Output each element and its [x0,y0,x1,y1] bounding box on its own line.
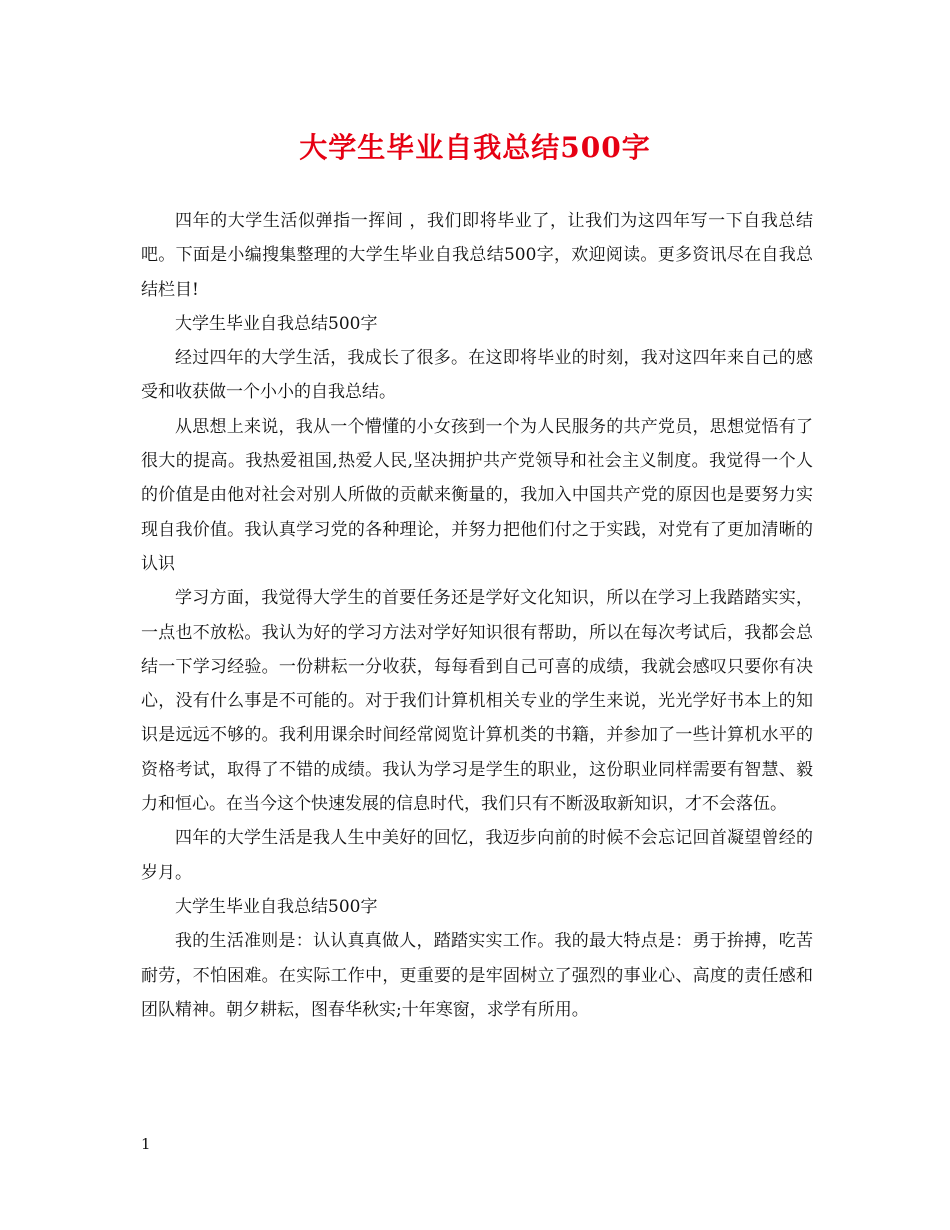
document-title: 大学生毕业自我总结500字 [299,131,651,164]
document-body [141,204,813,1027]
paragraph-life-principle: 我的生活准则是：认认真真做人，踏踏实实工作。我的最大特点是：勇于拚搏，吃苦耐劳，不怕困难。在实际工作中，更重要的是牢固树立了强烈的事业心、高度的责任感和团队精神。朝夕耕耘，图春华秋实;十年寒窗，求学有所用。 [141,931,813,1020]
section-heading: 大学生毕业自我总结500字 [175,313,378,334]
section-heading: 大学生毕业自我总结500字 [175,896,378,917]
paragraph-ideology: 从思想上来说，我从一个懵懂的小女孩到一个为人民服务的共产党员，思想觉悟有了很大的提高。我热爱祖国,热爱人民,坚决拥护共产党领导和社会主义制度。我觉得一个人的价值是由他对社会对别人所做的贡献来衡量的，我加入中国共产党的原因也是要努力实现自我价值。我认真学习党的各种理论，并努力把他们付之于实践，对党有了更加清晰的认识 [141,416,813,574]
paragraph-growth: 经过四年的大学生活，我成长了很多。在这即将毕业的时刻，我对这四年来自己的感受和收获做一个小小的自我总结。 [141,348,813,403]
paragraph-intro: 四年的大学生活似弹指一挥间 ，我们即将毕业了，让我们为这四年写一下自我总结吧。下面是小编搜集整理的大学生毕业自我总结500字，欢迎阅读。更多资讯尽在自我总结栏目! [141,211,813,300]
paragraph-memories: 四年的大学生活是我人生中美好的回忆，我迈步向前的时候不会忘记回首凝望曾经的岁月。 [141,828,813,883]
paragraph-study: 学习方面，我觉得大学生的首要任务还是学好文化知识，所以在学习上我踏踏实实，一点也不放松。我认为好的学习方法对学好知识很有帮助，所以在每次考试后，我都会总结一下学习经验。一份耕耘一分收获，每每看到自己可喜的成绩，我就会感叹只要你有决心，没有什么事是不可能的。对于我们计算机相关专业的学生来说，光光学好书本上的知识是远远不够的。我利用课余时间经常阅览计算机类的书籍，并参加了一些计算机水平的资格考试，取得了不错的成绩。我认为学习是学生的职业，这份职业同样需要有智慧、毅力和恒心。在当今这个快速发展的信息时代，我们只有不断汲取新知识，才不会落伍。 [141,588,813,815]
page-number: 1 [141,1135,151,1153]
